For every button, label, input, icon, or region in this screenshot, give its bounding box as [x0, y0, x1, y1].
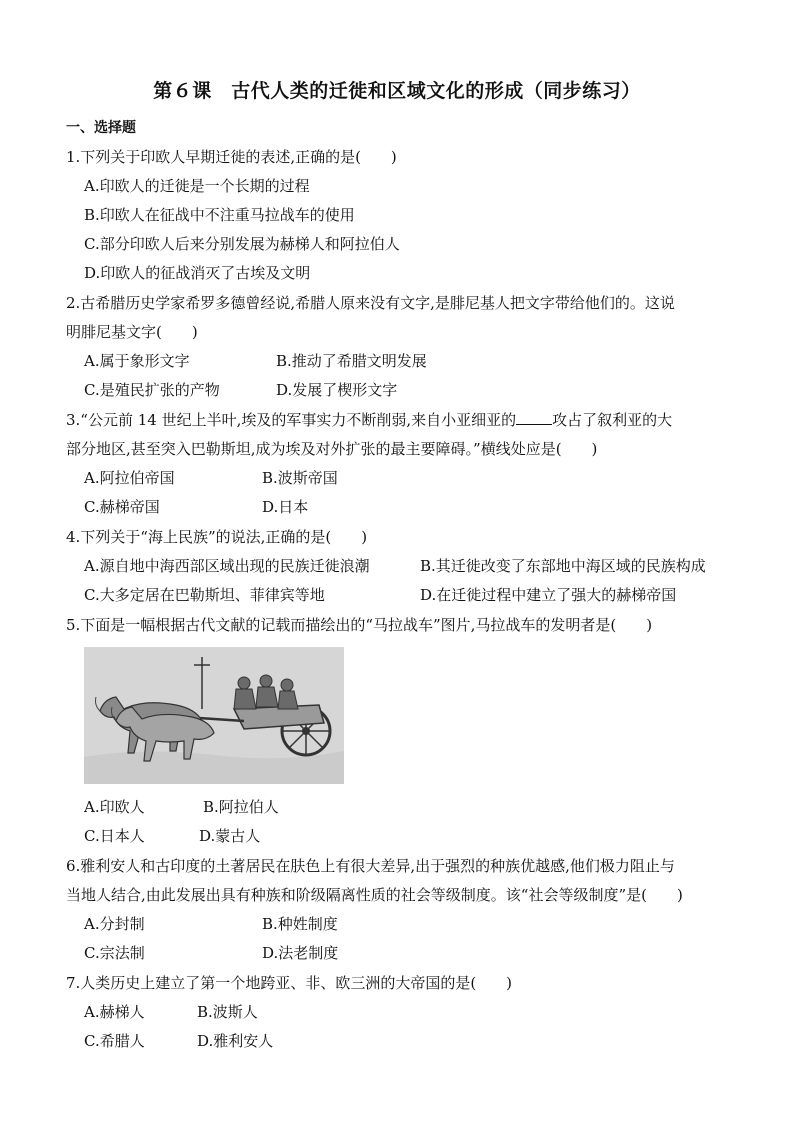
- question-2-option-a: A.属于象形文字: [84, 352, 190, 370]
- question-6-stem-line-2: 当地人结合,由此发展出具有种族和阶级隔离性质的社会等级制度。该“社会等级制度”是( ): [66, 886, 683, 904]
- question-4-option-a: A.源自地中海西部区域出现的民族迁徙浪潮: [84, 557, 370, 575]
- question-7-option-c: C.希腊人: [84, 1032, 145, 1050]
- question-3-option-d: D.日本: [262, 498, 309, 516]
- question-3-option-b: B.波斯帝国: [262, 469, 338, 487]
- question-4-option-b: B.其迁徙改变了东部地中海区域的民族构成: [420, 557, 706, 575]
- question-5-option-c: C.日本人: [84, 827, 145, 845]
- question-2-stem-line-2: 明腓尼基文字( ): [66, 323, 198, 341]
- question-5-stem: 5.下面是一幅根据古代文献的记载而描绘出的“马拉战车”图片,马拉战车的发明者是( ): [66, 616, 653, 634]
- question-4-stem: 4.下列关于“海上民族”的说法,正确的是( ): [66, 528, 368, 546]
- question-6-option-a: A.分封制: [84, 915, 145, 933]
- question-6-option-b: B.种姓制度: [262, 915, 338, 933]
- question-5-option-d: D.蒙古人: [199, 827, 261, 845]
- question-3-stem-after-blank: 攻占了叙利亚的大: [552, 411, 673, 429]
- question-3-stem-line-2: 部分地区,甚至突入巴勒斯坦,成为埃及对外扩张的最主要障碍。”横线处应是( ): [66, 440, 598, 458]
- question-6-option-c: C.宗法制: [84, 944, 145, 962]
- answer-blank: [516, 410, 552, 425]
- question-2-option-b: B.推动了希腊文明发展: [276, 352, 427, 370]
- question-1-option-d: D.印欧人的征战消灭了古埃及文明: [84, 264, 311, 282]
- question-1-option-b: B.印欧人在征战中不注重马拉战车的使用: [84, 206, 355, 224]
- page-title: 第６课 古代人类的迁徙和区域文化的形成（同步练习）: [153, 80, 641, 102]
- question-3-stem-line-1: [66, 410, 672, 430]
- question-7-stem: 7.人类历史上建立了第一个地跨亚、非、欧三洲的大帝国的是( ): [66, 974, 513, 992]
- question-2-stem-line-1: 2.古希腊历史学家希罗多德曾经说,希腊人原来没有文字,是腓尼基人把文字带给他们的。这说: [66, 294, 675, 312]
- question-1-option-c: C.部分印欧人后来分别发展为赫梯人和阿拉伯人: [84, 235, 400, 253]
- question-4-option-c: C.大多定居在巴勒斯坦、菲律宾等地: [84, 586, 325, 604]
- chariot-drawing: [84, 647, 344, 784]
- question-1-option-a: A.印欧人的迁徙是一个长期的过程: [84, 177, 310, 195]
- question-5-option-b: B.阿拉伯人: [203, 798, 279, 816]
- question-2-option-d: D.发展了楔形文字: [276, 381, 398, 399]
- question-7-option-b: B.波斯人: [197, 1003, 258, 1021]
- question-3-option-a: A.阿拉伯帝国: [84, 469, 175, 487]
- question-4-option-d: D.在迁徙过程中建立了强大的赫梯帝国: [420, 586, 677, 604]
- question-6-stem-line-1: 6.雅利安人和古印度的土著居民在肤色上有很大差异,出于强烈的种族优越感,他们极力阻止与: [66, 857, 675, 875]
- chariot-illustration: [84, 647, 344, 784]
- question-3-option-c: C.赫梯帝国: [84, 498, 160, 516]
- question-1-stem: 1.下列关于印欧人早期迁徙的表述,正确的是( ): [66, 148, 397, 166]
- question-3-stem-before-blank: 3.“公元前 14 世纪上半叶,埃及的军事实力不断削弱,来自小亚细亚的: [66, 411, 517, 429]
- question-7-option-d: D.雅利安人: [197, 1032, 274, 1050]
- section-heading: 一、选择题: [66, 120, 136, 136]
- question-7-option-a: A.赫梯人: [84, 1003, 145, 1021]
- question-6-option-d: D.法老制度: [262, 944, 339, 962]
- question-5-option-a: A.印欧人: [84, 798, 145, 816]
- question-2-option-c: C.是殖民扩张的产物: [84, 381, 220, 399]
